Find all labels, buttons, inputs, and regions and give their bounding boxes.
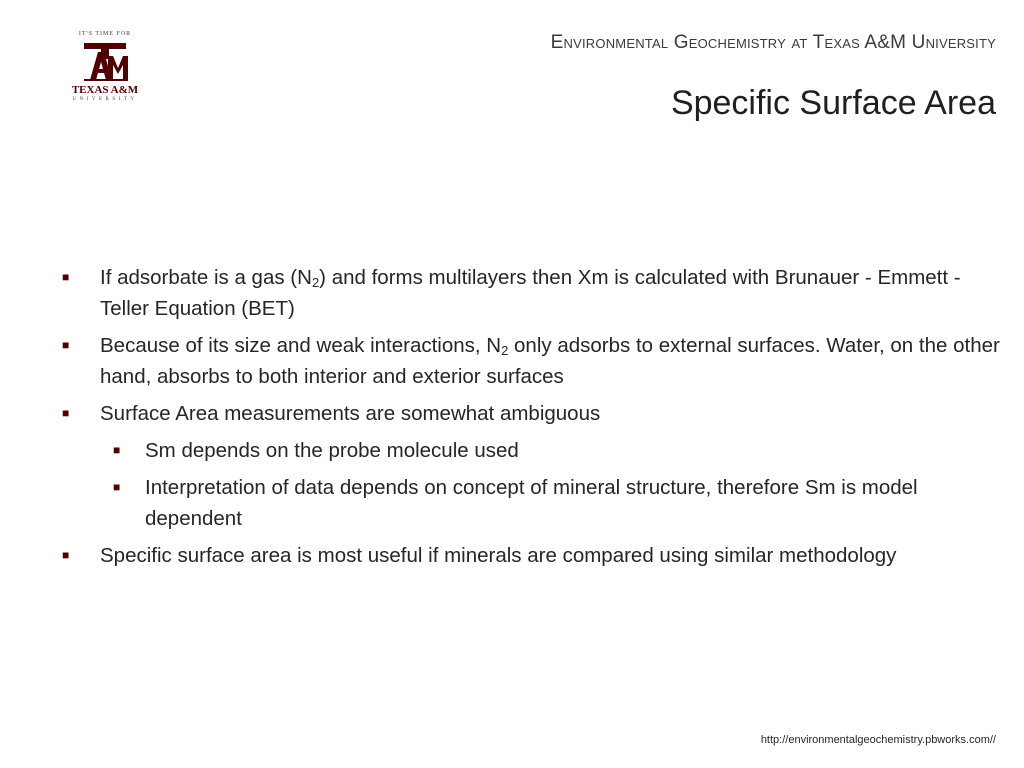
- sub-bullet-item-model: [60, 472, 1010, 534]
- sub-bullet-item-probe: [60, 435, 1010, 466]
- square-bullet-icon: ■: [113, 480, 121, 494]
- square-bullet-icon: ■: [62, 270, 70, 284]
- bullet-text: Specific surface area is most useful if minerals are compared using similar methodology: [100, 544, 897, 567]
- square-bullet-icon: ■: [62, 338, 70, 352]
- bullet-item-n2-adsorption: [60, 330, 1010, 392]
- square-bullet-icon: ■: [113, 443, 121, 457]
- bullet-list: [60, 262, 1010, 577]
- footer-url: http://environmentalgeochemistry.pbworks.com//: [760, 734, 996, 746]
- slide-title: Specific Surface Area: [670, 84, 996, 122]
- bullet-item-methodology: [60, 540, 1010, 571]
- bullet-text: If adsorbate is a gas $(N_2)$ and forms multilayers then Xm is calculated with Brunauer - Emmett - Teller Equation (BET): [100, 266, 961, 320]
- square-bullet-icon: ■: [62, 406, 70, 420]
- texas-am-logo: [62, 30, 148, 118]
- logo-tagline: IT'S TIME FOR: [78, 31, 132, 37]
- logo-subtitle: UNIVERSITY: [72, 97, 138, 102]
- bullet-text: Interpretation of data depends on concept of mineral structure, therefore Sm is model dependent: [145, 476, 918, 530]
- bullet-text: Sm depends on the probe molecule used: [145, 439, 519, 462]
- bullet-text: Because of its size and weak interactions, $N_2$ only adsorbs to external surfaces. Water, on the other hand, absorbs to both interior and exterior surfaces: [100, 334, 1000, 388]
- bullet-item-ambiguous: [60, 398, 1010, 429]
- organization-header: Environmental Geochemistry at Texas A&M University: [550, 32, 996, 53]
- bullet-item-bet: [60, 262, 1010, 324]
- bullet-text: Surface Area measurements are somewhat ambiguous: [100, 402, 601, 425]
- logo-name: TEXAS A&M: [71, 84, 139, 96]
- atm-logo-icon: [80, 42, 130, 82]
- square-bullet-icon: ■: [62, 548, 70, 562]
